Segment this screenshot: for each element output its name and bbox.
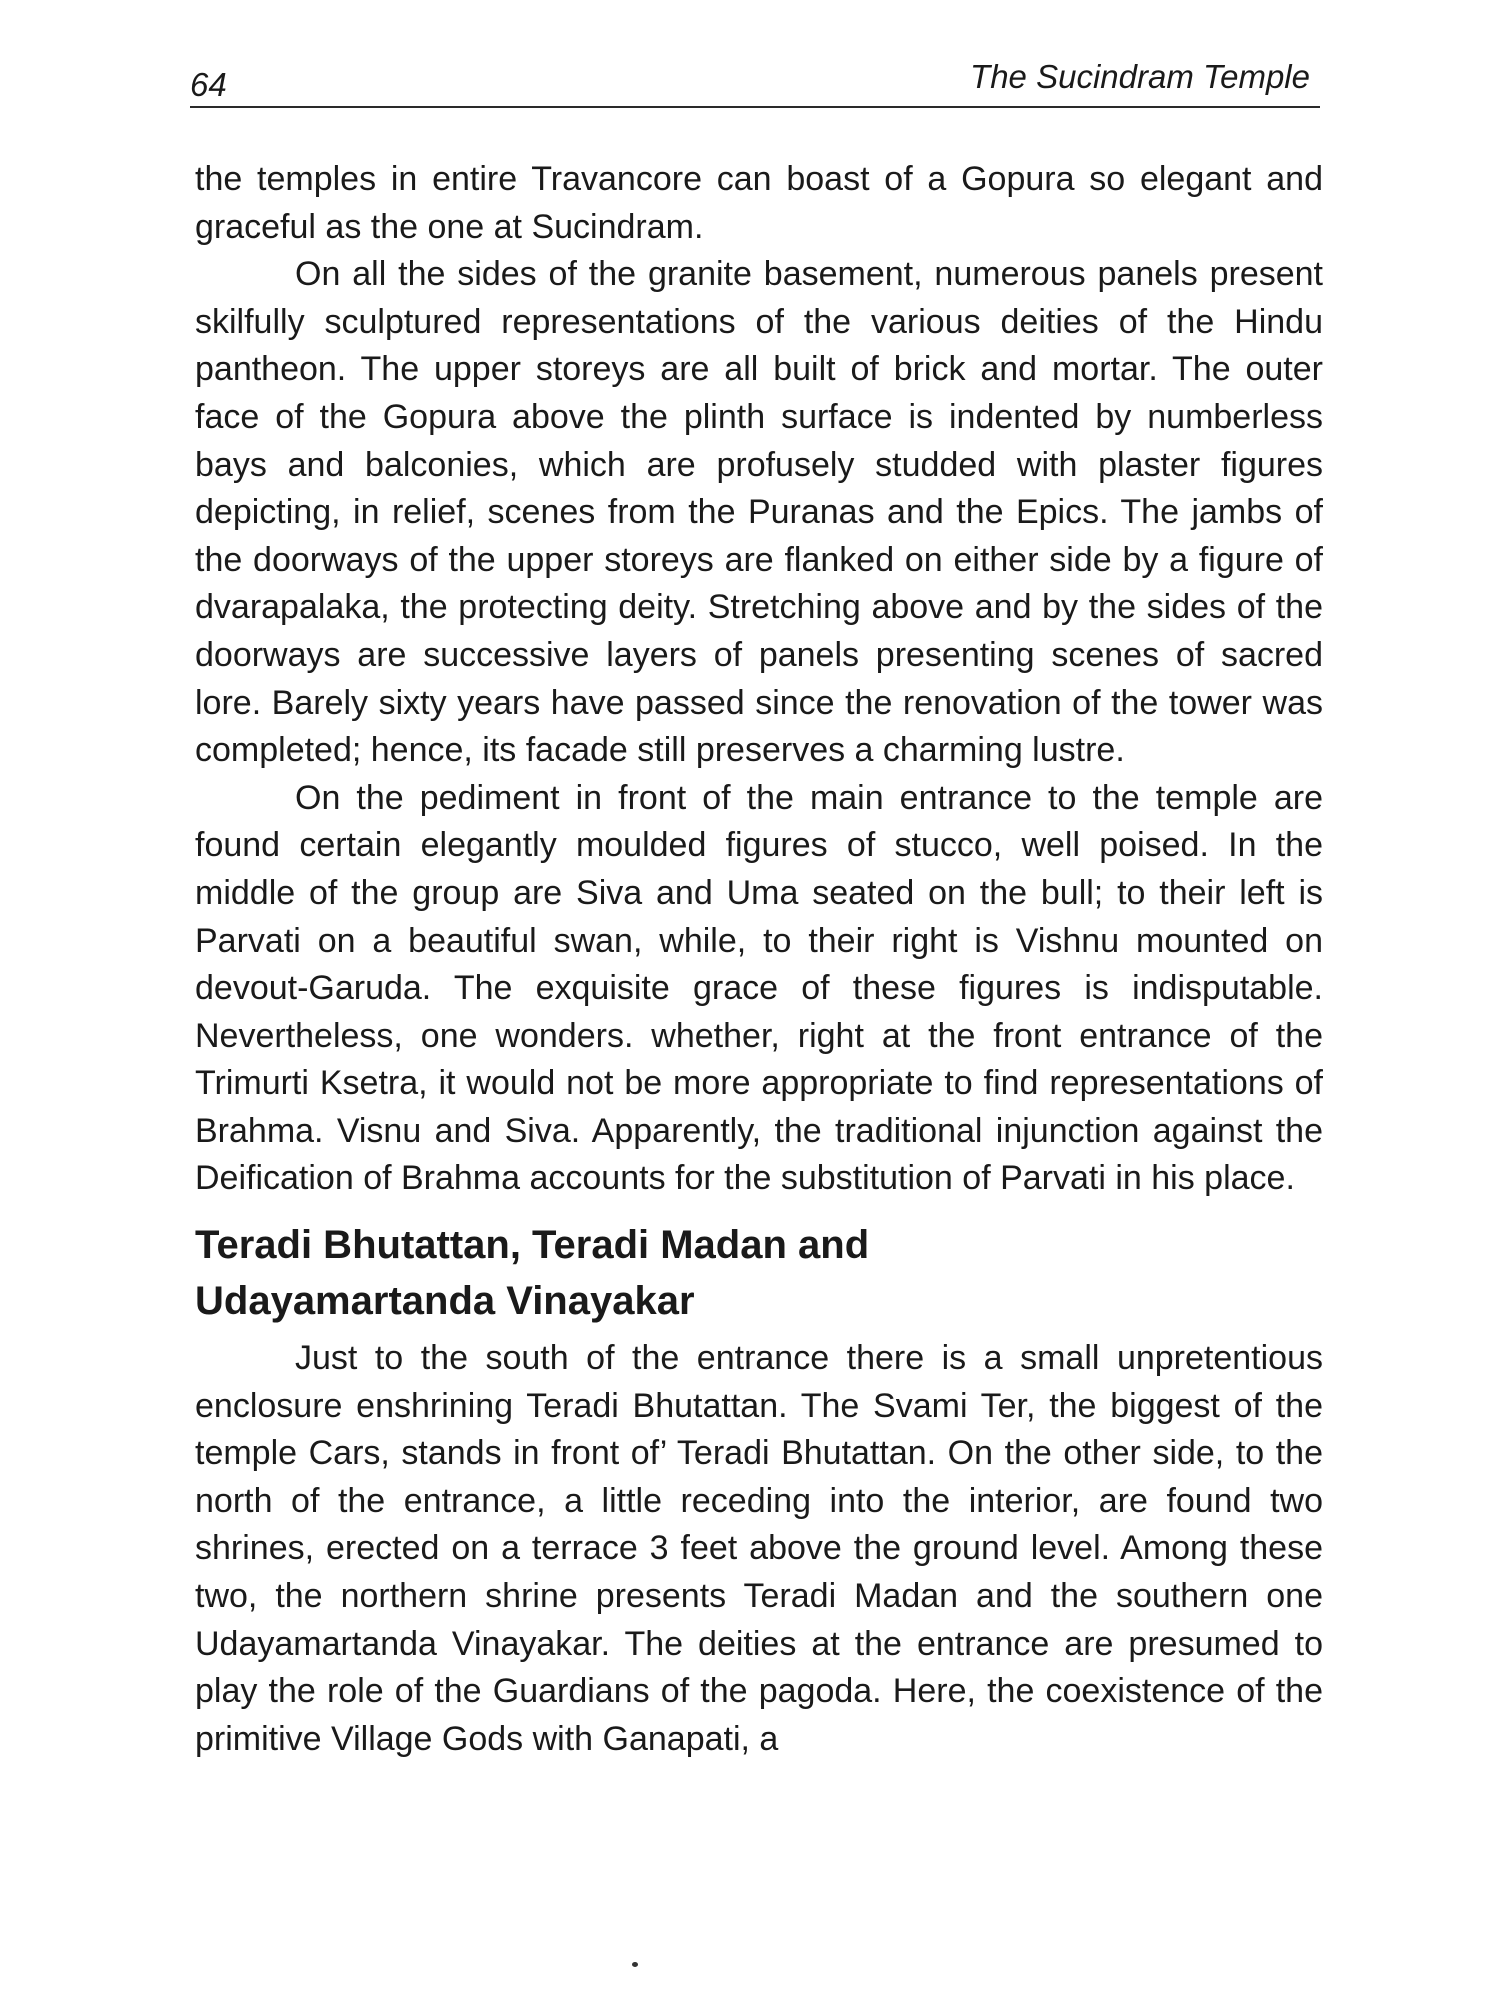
paragraph-continuation: the temples in entire Travancore can boast of a Gopura so elegant and graceful as the one at Sucindram. bbox=[195, 160, 1323, 246]
print-mark bbox=[632, 1962, 638, 1967]
running-title: The Sucindram Temple bbox=[970, 58, 1310, 95]
page-number: 64 bbox=[190, 66, 227, 103]
paragraph-shrines: Just to the south of the entrance there is a small unpretentious enclosure enshrining Teradi Bhutattan. The Svami Ter, the biggest of the temple Cars, stands in front of’ Teradi Bhutattan. On the other side, to the north of the entrance, a little receding into the interior, are found two shrines, erected on a terrace 3 feet above the ground level. Among these two, the northern shrine presents Teradi Madan and the southern one Udayamartanda Vinayakar. The deities at the entrance are presumed to play the role of the Guardians of the pagoda. Here, the coexistence of the primitive Village Gods with Ganapati, a bbox=[195, 1339, 1323, 1758]
header-rule bbox=[190, 106, 1320, 108]
body-text bbox=[195, 156, 1323, 1763]
section-heading: Teradi Bhutattan, Teradi Madan and Udayamartanda Vinayakar bbox=[195, 1223, 870, 1324]
paragraph-gopura-panels: On all the sides of the granite basement, numerous panels present skilfully sculptured representations of the various deities of the Hindu pantheon. The upper storeys are all built of brick and mortar. The outer face of the Gopura above the plinth surface is indented by numberless bays and balconies, which are profusely studded with plaster figures depicting, in relief, scenes from the Puranas and the Epics. The jambs of the doorways of the upper storeys are flanked on either side by a figure of dvarapalaka, the protecting deity. Stretching above and by the sides of the doorways are successive layers of panels presenting scenes of sacred lore. Barely sixty years have passed since the renovation of the tower was completed; hence, its facade still preserves a charming lustre. bbox=[195, 255, 1323, 770]
running-head bbox=[190, 58, 1320, 108]
paragraph-pediment-figures: On the pediment in front of the main entrance to the temple are found certain elegantly moulded figures of stucco, well poised. In the middle of the group are Siva and Uma seated on the bull; to their left is Parvati on a beautiful swan, while, to their right is Vishnu mounted on devout-Garuda. The exquisite grace of these figures is indisputable. Nevertheless, one wonders. whether, right at the front entrance of the Trimurti Ksetra, it would not be more appropriate to find representations of Brahma. Visnu and Siva. Apparently, the traditional injunction against the Deification of Brahma accounts for the substitution of Parvati in his place. bbox=[195, 778, 1323, 1198]
